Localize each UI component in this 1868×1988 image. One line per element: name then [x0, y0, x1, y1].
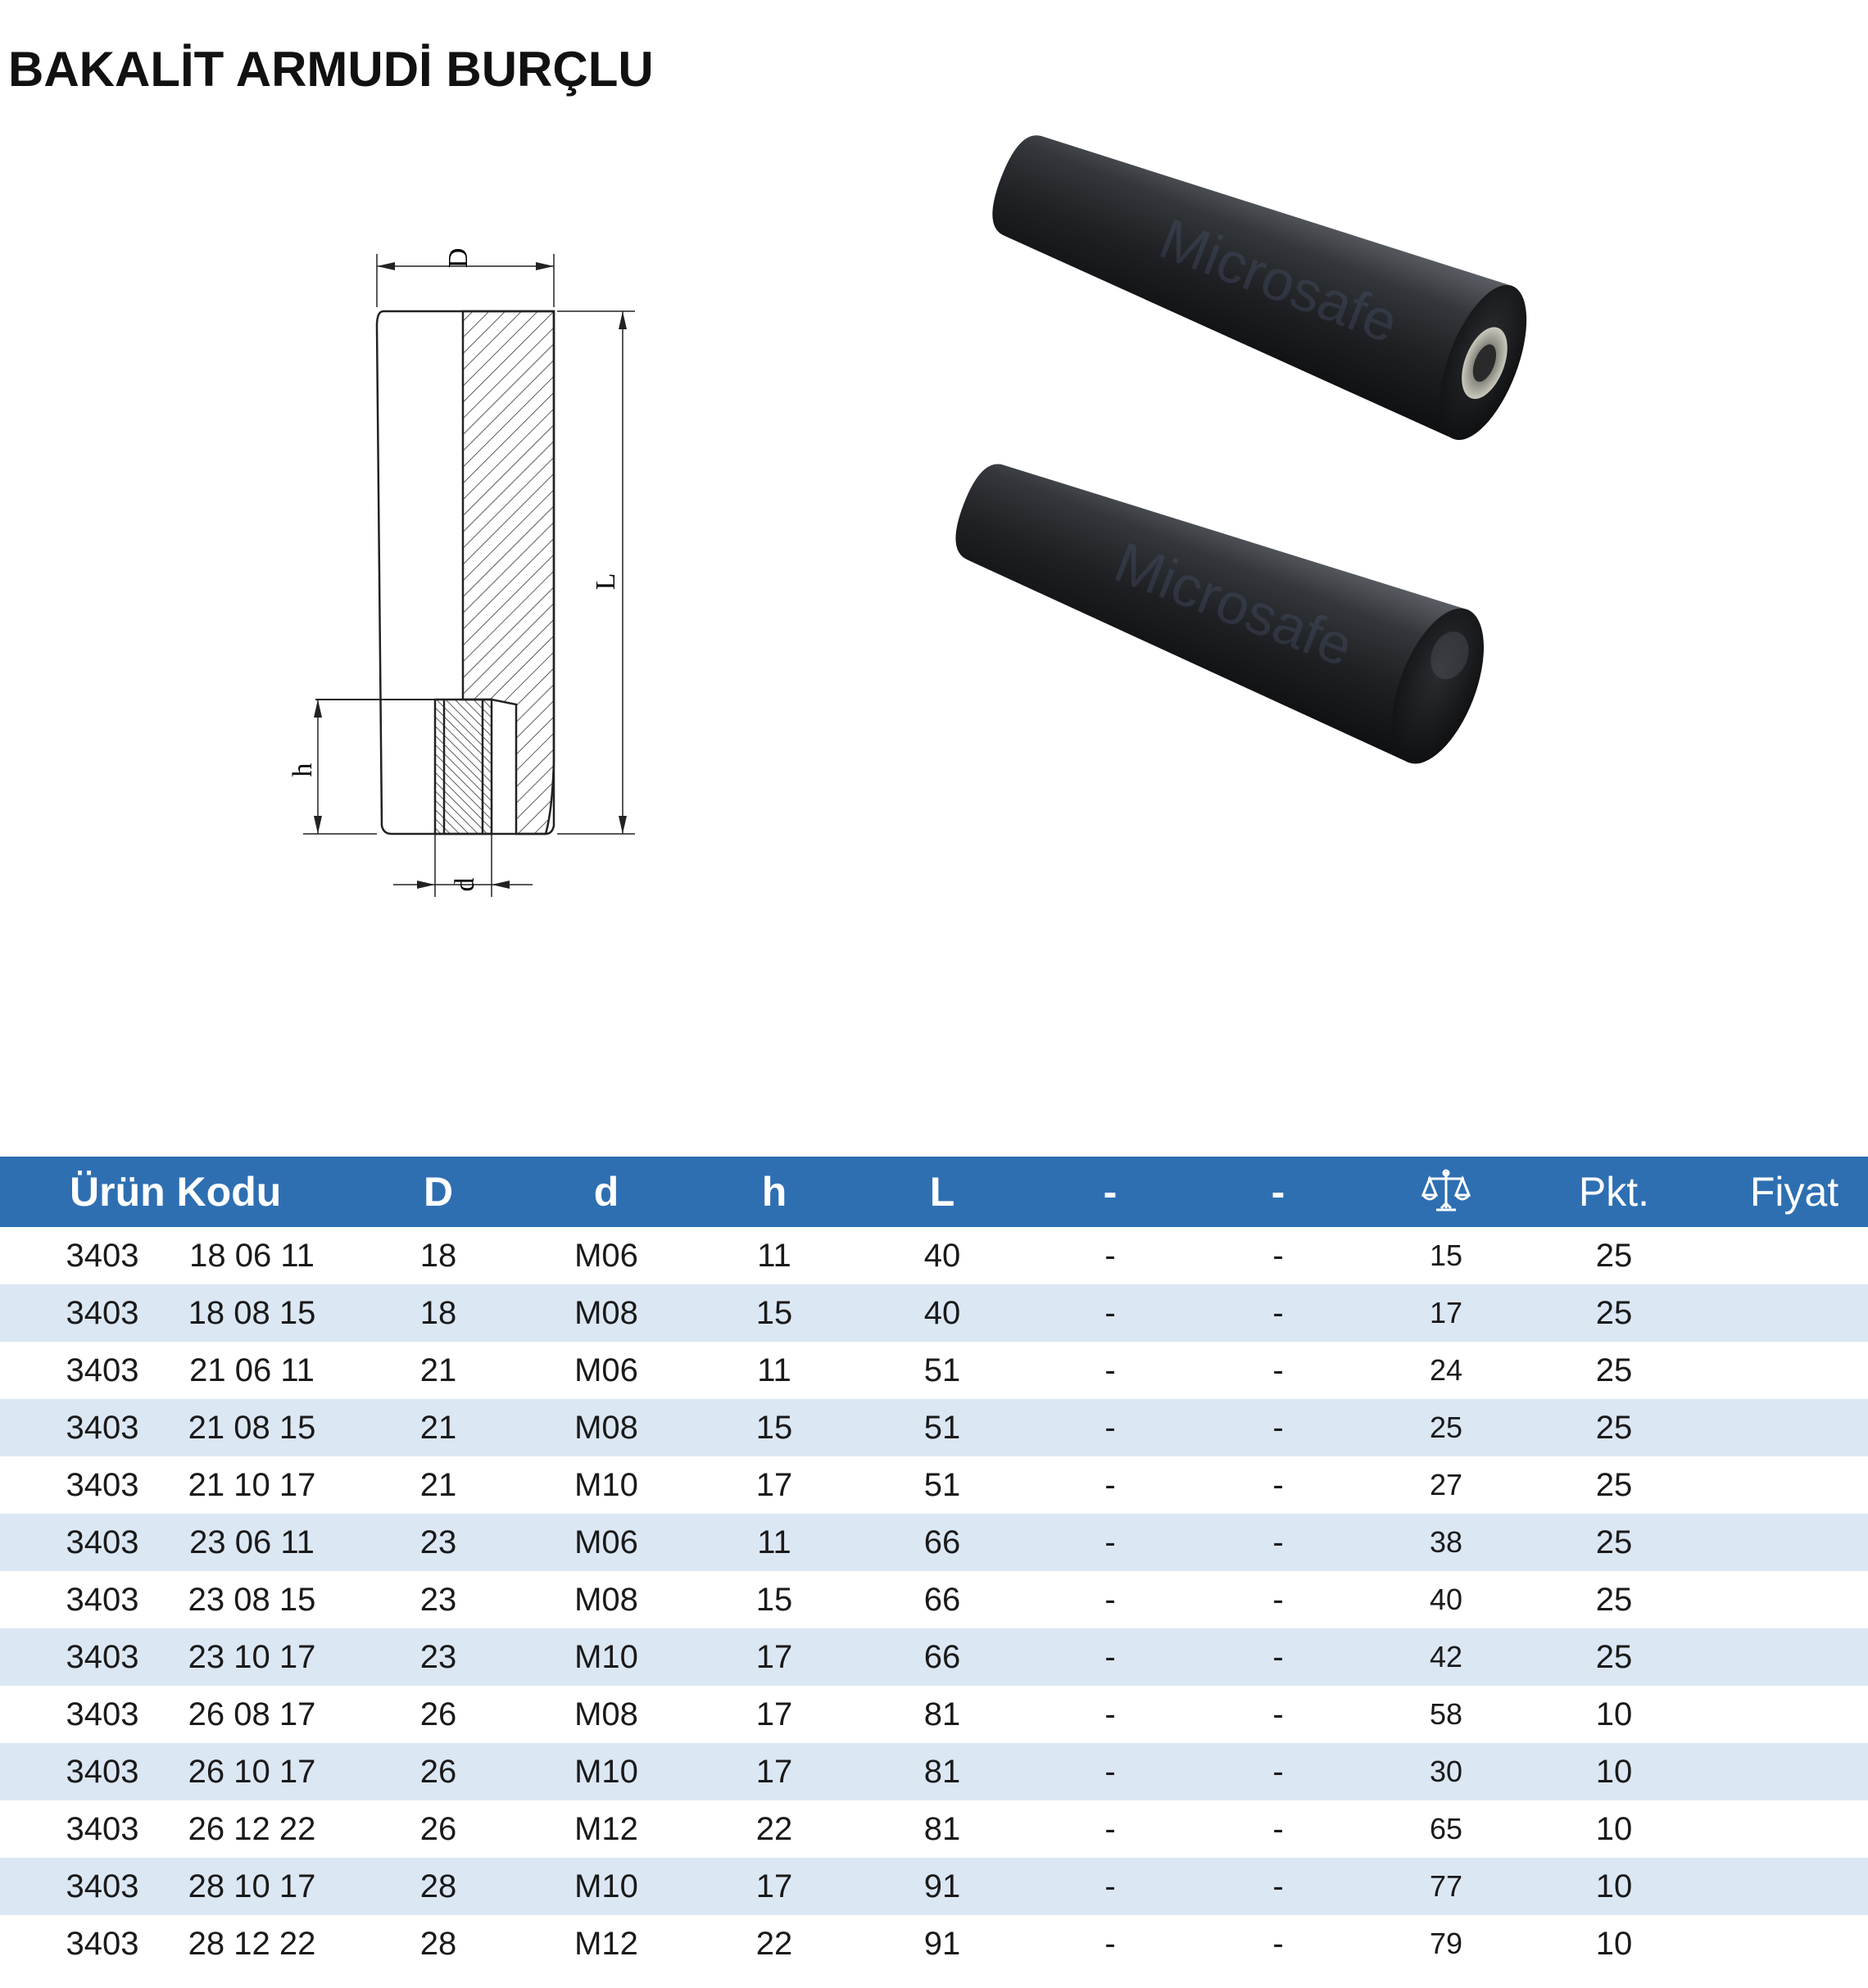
dimension-L — [557, 311, 635, 834]
cell-L: 81 — [923, 1811, 961, 1847]
cell-code: 23 08 15 — [188, 1582, 316, 1618]
cell-pkt: 10 — [1595, 1868, 1633, 1904]
cell-fiyat — [1700, 1342, 1856, 1399]
cell-code: 26 08 17 — [188, 1696, 316, 1732]
cell-L: 66 — [923, 1582, 961, 1618]
cell-dash-1: - — [1104, 1410, 1116, 1446]
spec-table — [0, 1157, 1868, 1972]
cell-dash-1: - — [1104, 1352, 1116, 1388]
dim-label-d: d — [450, 877, 480, 892]
cell-weight: 24 — [1429, 1353, 1463, 1387]
cell-D: 18 — [419, 1295, 457, 1331]
cell-code: 26 10 17 — [188, 1754, 316, 1790]
cell-dash-1: - — [1104, 1811, 1116, 1847]
cell-D: 28 — [419, 1926, 457, 1962]
table-row — [0, 1456, 1868, 1514]
cell-dash-1: - — [1104, 1868, 1116, 1904]
header-fiyat: Fiyat — [1749, 1169, 1839, 1215]
cell-d: M08 — [574, 1410, 638, 1446]
cell-h: 17 — [755, 1754, 793, 1790]
cell-pkt: 25 — [1595, 1410, 1633, 1446]
cell-pkt: 10 — [1595, 1754, 1633, 1790]
header-weight — [1397, 1157, 1495, 1227]
cell-h: 17 — [755, 1868, 793, 1904]
cell-pkt: 10 — [1595, 1696, 1633, 1732]
cell-dash-2: - — [1272, 1868, 1284, 1904]
photo-watermark-2: Microsafe — [1106, 529, 1362, 679]
cell-h: 15 — [755, 1295, 793, 1331]
cell-D: 21 — [419, 1410, 457, 1446]
cell-dash-2: - — [1272, 1582, 1284, 1618]
cell-L: 91 — [923, 1926, 961, 1962]
cell-dash-2: - — [1272, 1410, 1284, 1446]
table-body — [0, 1227, 1868, 1972]
table-row — [0, 1800, 1868, 1858]
cell-weight: 79 — [1429, 1927, 1463, 1960]
cell-D: 26 — [419, 1696, 457, 1732]
cell-code: 21 10 17 — [188, 1467, 316, 1503]
cell-D: 23 — [419, 1582, 457, 1618]
cell-d: M06 — [574, 1352, 638, 1388]
dim-label-L: L — [591, 573, 621, 591]
cell-fiyat — [1700, 1800, 1856, 1858]
cell-L: 81 — [923, 1696, 961, 1732]
cell-pkt: 10 — [1595, 1811, 1633, 1847]
cell-h: 11 — [757, 1238, 791, 1274]
cell-pkt: 25 — [1595, 1295, 1633, 1331]
cell-pkt: 10 — [1595, 1926, 1633, 1962]
cell-dash-1: - — [1104, 1582, 1116, 1618]
header-L: L — [929, 1169, 955, 1215]
cell-D: 23 — [419, 1524, 457, 1560]
cell-d: M10 — [574, 1467, 638, 1503]
cell-dash-2: - — [1272, 1467, 1284, 1503]
table-row — [0, 1227, 1868, 1284]
cell-d: M12 — [574, 1811, 638, 1847]
product-photo — [926, 106, 1581, 811]
cell-dash-1: - — [1104, 1639, 1116, 1675]
knob-photo-upper — [972, 106, 1544, 451]
cell-h: 17 — [755, 1467, 793, 1503]
cell-weight: 42 — [1429, 1640, 1463, 1673]
cell-code: 23 06 11 — [189, 1524, 315, 1560]
cell-weight: 27 — [1429, 1468, 1463, 1501]
cell-weight: 40 — [1429, 1583, 1463, 1616]
cell-d: M10 — [574, 1868, 638, 1904]
cell-dash-2: - — [1272, 1696, 1284, 1732]
cell-weight: 30 — [1429, 1755, 1463, 1788]
cell-h: 11 — [757, 1352, 791, 1388]
photo-watermark: Microsafe — [1151, 206, 1407, 355]
header-pkt: Pkt. — [1578, 1169, 1650, 1215]
cell-weight: 25 — [1429, 1411, 1463, 1444]
table-header — [0, 1157, 1868, 1227]
cell-prefix: 3403 — [66, 1868, 139, 1904]
cell-fiyat — [1700, 1514, 1856, 1571]
cell-L: 40 — [923, 1295, 961, 1331]
technical-drawing — [270, 238, 655, 917]
cell-dash-2: - — [1272, 1238, 1284, 1274]
cell-code: 23 10 17 — [188, 1639, 316, 1675]
cell-fiyat — [1700, 1743, 1856, 1800]
cell-h: 11 — [757, 1524, 791, 1560]
cell-prefix: 3403 — [66, 1811, 139, 1847]
cell-weight: 15 — [1429, 1239, 1463, 1272]
cell-fiyat — [1700, 1399, 1856, 1456]
cell-prefix: 3403 — [66, 1926, 139, 1962]
table-row — [0, 1628, 1868, 1686]
cell-prefix: 3403 — [66, 1295, 139, 1331]
cell-fiyat — [1700, 1686, 1856, 1743]
header-urun-kodu: Ürün Kodu — [70, 1169, 282, 1215]
cell-L: 66 — [923, 1524, 961, 1560]
cell-prefix: 3403 — [66, 1238, 139, 1274]
cell-code: 21 08 15 — [188, 1410, 316, 1446]
cell-D: 26 — [419, 1754, 457, 1790]
cell-dash-2: - — [1272, 1639, 1284, 1675]
header-d: d — [593, 1169, 619, 1215]
table-row — [0, 1743, 1868, 1800]
header-dash-2: - — [1271, 1169, 1285, 1215]
table-row — [0, 1686, 1868, 1743]
cell-D: 18 — [419, 1238, 457, 1274]
cell-h: 17 — [755, 1639, 793, 1675]
cell-dash-1: - — [1104, 1696, 1116, 1732]
page-title: BAKALİT ARMUDİ BURÇLU — [8, 42, 654, 97]
cell-h: 15 — [755, 1582, 793, 1618]
dim-label-D: D — [443, 247, 474, 269]
dim-label-h: h — [288, 763, 318, 777]
cell-d: M12 — [574, 1926, 638, 1962]
cell-D: 23 — [419, 1639, 457, 1675]
cell-L: 40 — [923, 1238, 961, 1274]
table-row — [0, 1399, 1868, 1456]
cell-pkt: 25 — [1595, 1582, 1633, 1618]
cell-pkt: 25 — [1595, 1467, 1633, 1503]
cell-prefix: 3403 — [66, 1352, 139, 1388]
cell-prefix: 3403 — [66, 1754, 139, 1790]
cell-L: 51 — [923, 1352, 961, 1388]
cell-weight: 58 — [1429, 1697, 1463, 1731]
cell-prefix: 3403 — [66, 1696, 139, 1732]
cell-L: 51 — [923, 1410, 961, 1446]
cell-dash-1: - — [1104, 1467, 1116, 1503]
cell-prefix: 3403 — [66, 1524, 139, 1560]
header-dash-1: - — [1103, 1169, 1118, 1215]
table-row — [0, 1915, 1868, 1972]
cell-h: 22 — [755, 1811, 793, 1847]
scale-icon — [1420, 1166, 1472, 1218]
cell-code: 26 12 22 — [188, 1811, 316, 1847]
cell-fiyat — [1700, 1858, 1856, 1915]
cell-fiyat — [1700, 1915, 1856, 1972]
table-row — [0, 1514, 1868, 1571]
cell-pkt: 25 — [1595, 1352, 1633, 1388]
dimension-d — [393, 834, 533, 897]
cell-pkt: 25 — [1595, 1524, 1633, 1560]
cell-weight: 38 — [1429, 1525, 1463, 1559]
cell-fiyat — [1700, 1571, 1856, 1628]
cell-h: 17 — [755, 1696, 793, 1732]
cell-prefix: 3403 — [66, 1582, 139, 1618]
cell-code: 21 06 11 — [189, 1352, 315, 1388]
cell-D: 21 — [419, 1352, 457, 1388]
cell-dash-2: - — [1272, 1926, 1284, 1962]
knob-profile — [315, 311, 554, 834]
cell-fiyat — [1700, 1456, 1856, 1514]
cell-prefix: 3403 — [66, 1639, 139, 1675]
cell-L: 91 — [923, 1868, 961, 1904]
dimension-D — [377, 248, 554, 307]
cell-L: 51 — [923, 1467, 961, 1503]
cell-dash-1: - — [1104, 1295, 1116, 1331]
cell-d: M06 — [574, 1524, 638, 1560]
cell-pkt: 25 — [1595, 1639, 1633, 1675]
cell-dash-1: - — [1104, 1754, 1116, 1790]
cell-d: M10 — [574, 1754, 638, 1790]
cell-d: M08 — [574, 1582, 638, 1618]
dimension-h — [288, 700, 377, 834]
cell-d: M10 — [574, 1639, 638, 1675]
cell-dash-1: - — [1104, 1524, 1116, 1560]
cell-fiyat — [1700, 1628, 1856, 1686]
table-row — [0, 1284, 1868, 1342]
cell-fiyat — [1700, 1227, 1856, 1284]
cell-code: 28 10 17 — [188, 1868, 316, 1904]
cell-d: M06 — [574, 1238, 638, 1274]
table-row — [0, 1858, 1868, 1915]
cell-prefix: 3403 — [66, 1410, 139, 1446]
cell-D: 28 — [419, 1868, 457, 1904]
header-h: h — [761, 1169, 787, 1215]
cell-dash-1: - — [1104, 1238, 1116, 1274]
cell-weight: 65 — [1429, 1812, 1463, 1845]
cell-D: 21 — [419, 1467, 457, 1503]
cell-code: 28 12 22 — [188, 1926, 316, 1962]
cell-h: 22 — [755, 1926, 793, 1962]
cell-dash-2: - — [1272, 1524, 1284, 1560]
cell-L: 66 — [923, 1639, 961, 1675]
cell-D: 26 — [419, 1811, 457, 1847]
cell-h: 15 — [755, 1410, 793, 1446]
cell-weight: 17 — [1429, 1296, 1463, 1329]
table-row — [0, 1571, 1868, 1628]
cell-dash-2: - — [1272, 1754, 1284, 1790]
cell-code: 18 06 11 — [189, 1238, 315, 1274]
header-D: D — [423, 1169, 454, 1215]
cell-fiyat — [1700, 1284, 1856, 1342]
knob-photo-lower — [934, 428, 1502, 776]
cell-d: M08 — [574, 1295, 638, 1331]
table-row — [0, 1342, 1868, 1399]
cell-prefix: 3403 — [66, 1467, 139, 1503]
cell-weight: 77 — [1429, 1869, 1463, 1903]
cell-code: 18 08 15 — [188, 1295, 316, 1331]
cell-d: M08 — [574, 1696, 638, 1732]
cell-dash-1: - — [1104, 1926, 1116, 1962]
cell-dash-2: - — [1272, 1352, 1284, 1388]
cell-L: 81 — [923, 1754, 961, 1790]
cell-dash-2: - — [1272, 1295, 1284, 1331]
cell-pkt: 25 — [1595, 1238, 1633, 1274]
cell-dash-2: - — [1272, 1811, 1284, 1847]
